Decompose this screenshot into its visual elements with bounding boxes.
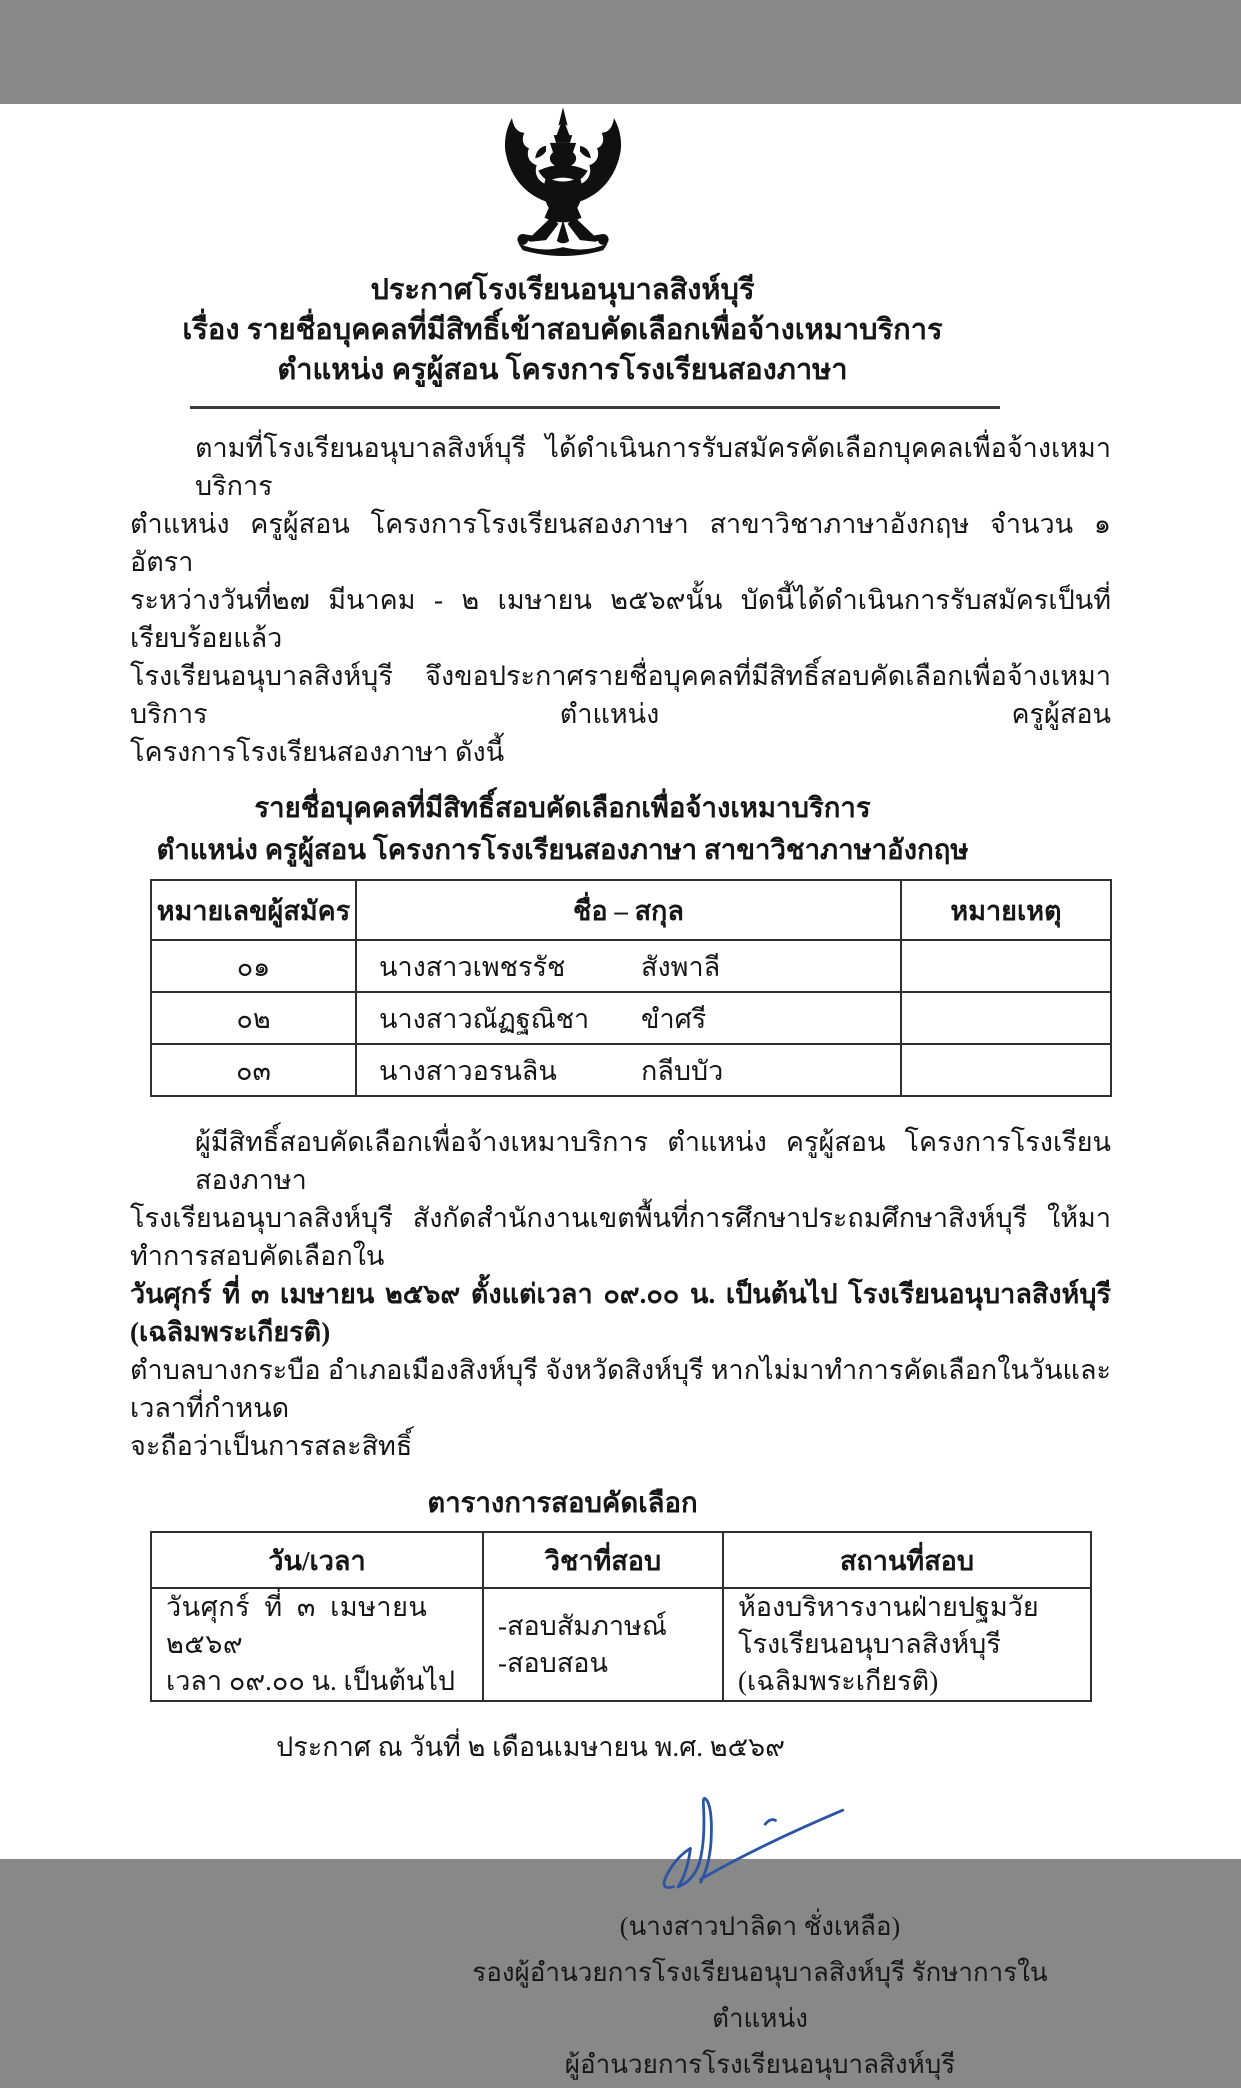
candidate-list-subtitle: ตำแหน่ง ครูผู้สอน โครงการโรงเรียนสองภาษา สาขาวิชาภาษาอังกฤษ: [156, 834, 969, 865]
signer-title-acting: รองผู้อำนวยการโรงเรียนอนุบาลสิงห์บุรี รักษาการในตำแหน่ง: [472, 1958, 1048, 2033]
schedule-location-cell: [723, 1588, 1091, 1701]
note-cell: [901, 992, 1111, 1044]
paragraph-line: ตามที่โรงเรียนอนุบาลสิงห์บุรี ได้ดำเนินการรับสมัครคัดเลือกบุคคลเพื่อจ้างเหมาบริการ: [195, 433, 1111, 501]
applicant-number: ๐๒: [151, 992, 356, 1044]
exam-instructions-paragraph: [130, 1123, 1111, 1465]
paragraph-line: จะถือว่าเป็นการสละสิทธิ์: [130, 1431, 413, 1461]
note-cell: [901, 1044, 1111, 1096]
garuda-emblem: [0, 104, 1183, 264]
title-block: [0, 270, 1183, 390]
exam-datetime-line: วันศุกร์ ที่ ๓ เมษายน ๒๕๖๙ ตั้งแต่เวลา ๐๙.๐๐ น. เป็นต้นไป โรงเรียนอนุบาลสิงห์บุรี (เฉลิมพระเกียรติ): [130, 1279, 1111, 1347]
paragraph-line: ระหว่างวันที่๒๗ มีนาคม - ๒ เมษายน ๒๕๖๙นั้น บัดนี้ได้ดำเนินการรับสมัครเป็นที่เรียบร้อยแล้ว: [130, 585, 1111, 653]
official-announcement-page: [0, 104, 1241, 2079]
signer-title-director: ผู้อำนวยการโรงเรียนอนุบาลสิงห์บุรี: [564, 2050, 956, 2079]
paragraph-line: ตำบลบางกระบือ อำเภอเมืองสิงห์บุรี จังหวัดสิงห์บุรี หากไม่มาทำการคัดเลือกในวันและเวลาที่กำหนด: [130, 1355, 1111, 1423]
schedule-subjects-cell: [483, 1588, 723, 1701]
schedule-location-school: โรงเรียนอนุบาลสิงห์บุรี (เฉลิมพระเกียรติ): [738, 1629, 1001, 1696]
table-row: [151, 940, 1111, 992]
handwritten-signature: [653, 1780, 868, 1902]
surname: กลีบบัว: [641, 1055, 724, 1086]
paragraph-line: ผู้มีสิทธิ์สอบคัดเลือกเพื่อจ้างเหมาบริการ ตำแหน่ง ครูผู้สอน โครงการโรงเรียนสองภาษา: [195, 1127, 1111, 1195]
applicant-name: [356, 992, 901, 1044]
surname: สังพาลี: [641, 951, 721, 982]
divider-line: [190, 406, 1000, 409]
paragraph-line: โครงการโรงเรียนสองภาษา ดังนี้: [130, 737, 505, 767]
column-header-name: ชื่อ – สกุล: [356, 880, 901, 940]
applicant-name: [356, 940, 901, 992]
table-row: [151, 1044, 1111, 1096]
signer-name: (นางสาวปาลิดา ชั่งเหลือ): [619, 1912, 901, 1941]
document-subject: เรื่อง รายชื่อบุคคลที่มีสิทธิ์เข้าสอบคัดเลือกเพื่อจ้างเหมาบริการ: [182, 314, 943, 346]
first-name: นางสาวอรนลิน: [379, 1055, 557, 1086]
schedule-subject: -สอบสัมภาษณ์: [498, 1610, 667, 1641]
applicant-number: ๐๑: [151, 940, 356, 992]
applicant-number: ๐๓: [151, 1044, 356, 1096]
column-header-applicant-number: หมายเลขผู้สมัคร: [151, 880, 356, 940]
paragraph-line: โรงเรียนอนุบาลสิงห์บุรี สังกัดสำนักงานเขตพื้นที่การศึกษาประถมศึกษาสิงห์บุรี ให้มาทำการสอบคัดเลือกใน: [130, 1203, 1111, 1271]
candidate-list-title: รายชื่อบุคคลที่มีสิทธิ์สอบคัดเลือกเพื่อจ้างเหมาบริการ: [254, 792, 871, 823]
document-title: ประกาศโรงเรียนอนุบาลสิงห์บุรี: [370, 274, 755, 306]
applicant-name: [356, 1044, 901, 1096]
intro-paragraph: [130, 429, 1111, 771]
column-header-datetime: วัน/เวลา: [151, 1532, 483, 1588]
schedule-subject: -สอบสอน: [498, 1647, 608, 1678]
table-row: [151, 992, 1111, 1044]
announcement-date-line: ประกาศ ณ วันที่ ๒ เดือนเมษายน พ.ศ. ๒๕๖๙: [276, 1732, 785, 1762]
schedule-table-header-row: [151, 1532, 1091, 1588]
candidate-table: [150, 879, 1112, 1097]
paragraph-line: ตำแหน่ง ครูผู้สอน โครงการโรงเรียนสองภาษา สาขาวิชาภาษาอังกฤษ จำนวน ๑ อัตรา: [130, 509, 1111, 577]
column-header-location: สถานที่สอบ: [723, 1532, 1091, 1588]
surname: ขำศรี: [641, 1003, 707, 1034]
schedule-date: วันศุกร์ ที่ ๓ เมษายน ๒๕๖๙: [166, 1592, 428, 1659]
column-header-subject: วิชาที่สอบ: [483, 1532, 723, 1588]
first-name: นางสาวณัฏฐณิชา: [379, 1003, 590, 1034]
schedule-table: [150, 1531, 1092, 1702]
signature-block: [450, 1780, 1070, 2088]
column-header-note: หมายเหตุ: [901, 880, 1111, 940]
schedule-location-room: ห้องบริหารงานฝ่ายปฐมวัย: [738, 1592, 1039, 1622]
garuda-emblem-icon: [478, 104, 648, 262]
schedule-time: เวลา ๐๙.๐๐ น. เป็นต้นไป: [166, 1666, 456, 1696]
candidate-list-heading: [0, 787, 1183, 871]
note-cell: [901, 940, 1111, 992]
paragraph-line: โรงเรียนอนุบาลสิงห์บุรี จึงขอประกาศรายชื่อบุคคลที่มีสิทธิ์สอบคัดเลือกเพื่อจ้างเหมาบริการ ตำแหน่ง ครูผู้สอน: [130, 661, 1111, 729]
candidate-table-header-row: [151, 880, 1111, 940]
schedule-table-title: ตารางการสอบคัดเลือก: [427, 1487, 698, 1518]
schedule-row: [151, 1588, 1091, 1701]
first-name: นางสาวเพชรรัช: [379, 951, 566, 982]
schedule-datetime-cell: [151, 1588, 483, 1701]
document-position-line: ตำแหน่ง ครูผู้สอน โครงการโรงเรียนสองภาษา: [277, 354, 848, 386]
